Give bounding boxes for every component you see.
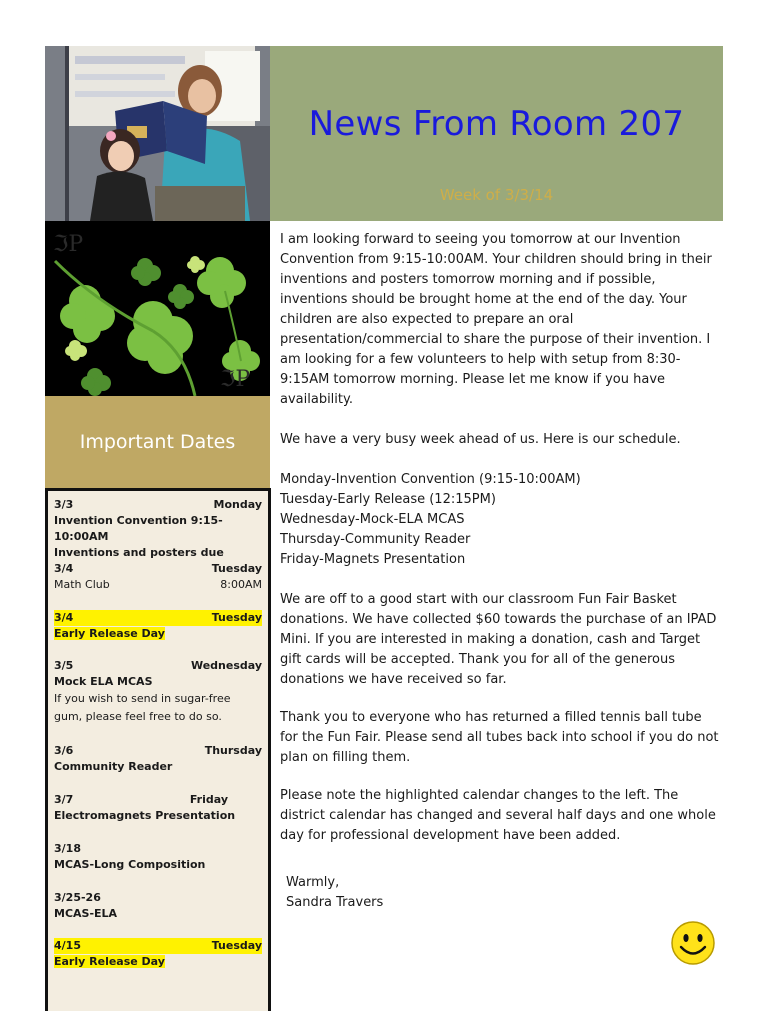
entry-day: Tuesday: [211, 562, 262, 575]
entry-date: 4/15: [54, 939, 81, 952]
date-entry: [54, 658, 262, 726]
closing: [280, 873, 720, 913]
date-entry: [54, 792, 236, 824]
teacher-student-photo: [45, 46, 270, 221]
entry-day: Tuesday: [211, 611, 262, 624]
schedule-item: Tuesday-Early Release (12:15PM): [280, 492, 496, 507]
entry-day: Monday: [213, 498, 262, 511]
schedule-item: Thursday-Community Reader: [280, 532, 471, 547]
entry-line: Early Release Day: [54, 955, 165, 968]
entry-line: Math Club: [54, 578, 110, 591]
entry-date: 3/3: [54, 498, 74, 511]
entry-line: MCAS-ELA: [54, 907, 118, 920]
date-entry: [54, 743, 262, 775]
schedule-item: Wednesday-Mock-ELA MCAS: [280, 512, 465, 527]
entry-date: 3/7: [54, 793, 74, 806]
entry-line: MCAS-Long Composition: [54, 858, 206, 871]
newsletter-header: [270, 46, 723, 221]
entry-line: Electromagnets Presentation: [54, 809, 236, 822]
important-dates-list: [45, 488, 271, 1011]
week-label: Week of 3/3/14: [439, 186, 554, 204]
entry-line: Mock ELA MCAS: [54, 675, 153, 688]
schedule-item: Friday-Magnets Presentation: [280, 552, 466, 567]
date-entry: [54, 841, 262, 873]
entry-day: Thursday: [204, 744, 262, 757]
entry-day: Wednesday: [190, 659, 262, 672]
date-entry: [54, 890, 262, 922]
entry-line: Early Release Day: [54, 627, 165, 640]
entry-date: 3/18: [54, 842, 81, 855]
entry-line: Inventions and posters due: [54, 546, 224, 559]
signature: Sandra Travers: [286, 895, 384, 910]
entry-day: Friday: [189, 793, 228, 806]
date-entry: [54, 497, 262, 561]
date-entry-highlighted: [54, 938, 262, 970]
entry-date: 3/4: [54, 562, 74, 575]
schedule-list: [280, 470, 720, 570]
important-dates-title: Important Dates: [79, 431, 236, 453]
entry-line: If you wish to send in sugar-free: [54, 692, 231, 705]
paragraph-invention: I am looking forward to seeing you tomorrow at our Invention Convention from 9:15-10:00AM. Your children should bring in their inventions and posters tomorrow morning and if possible, inventions should be brought home at the end of the day. Your children are also expected to prepare an oral presentation/commercial to share the purpose of their invention. I am looking for a few volunteers to help with setup from 8:30-9:15AM tomorrow morning. Please let me know if you have availability.: [280, 232, 712, 407]
date-entry-highlighted: [54, 610, 262, 642]
entry-time: 8:00AM: [220, 578, 262, 591]
paragraph-busy-week: We have a very busy week ahead of us. Here is our schedule.: [280, 432, 681, 447]
shamrock-image: [45, 221, 270, 396]
date-entry: [54, 561, 262, 593]
entry-line: Community Reader: [54, 760, 173, 773]
entry-line: Invention Convention 9:15-10:00AM: [54, 514, 223, 543]
svg-text:ℑP: ℑP: [220, 367, 251, 392]
important-dates-header: [45, 396, 270, 488]
entry-line: gum, please feel free to do so.: [54, 710, 222, 723]
entry-day: Tuesday: [211, 939, 262, 952]
closing-word: Warmly,: [286, 875, 340, 890]
paragraph-calendar-changes: Please note the highlighted calendar changes to the left. The district calendar has changed and several half days and one whole day for professional development have been added.: [280, 788, 716, 843]
svg-text:ℑP: ℑP: [53, 232, 84, 257]
entry-date: 3/25-26: [54, 891, 101, 904]
page-title: News From Room 207: [308, 104, 685, 144]
entry-date: 3/5: [54, 659, 74, 672]
paragraph-fun-fair-basket: We are off to a good start with our classroom Fun Fair Basket donations. We have collected $60 towards the purchase of an IPAD Mini. If you are interested in making a donation, cash and Target gift cards will be accepted. Thank you for all of the generous donations we have received so far.: [280, 592, 717, 687]
schedule-item: Monday-Invention Convention (9:15-10:00AM): [280, 472, 581, 487]
paragraph-tennis-tubes: Thank you to everyone who has returned a filled tennis ball tube for the Fun Fair. Please send all tubes back into school if you do not plan on filling them.: [280, 710, 719, 765]
entry-date: 3/4: [54, 611, 74, 624]
letter-body: [280, 230, 720, 913]
entry-date: 3/6: [54, 744, 74, 757]
smiley-face-icon: [670, 920, 716, 966]
